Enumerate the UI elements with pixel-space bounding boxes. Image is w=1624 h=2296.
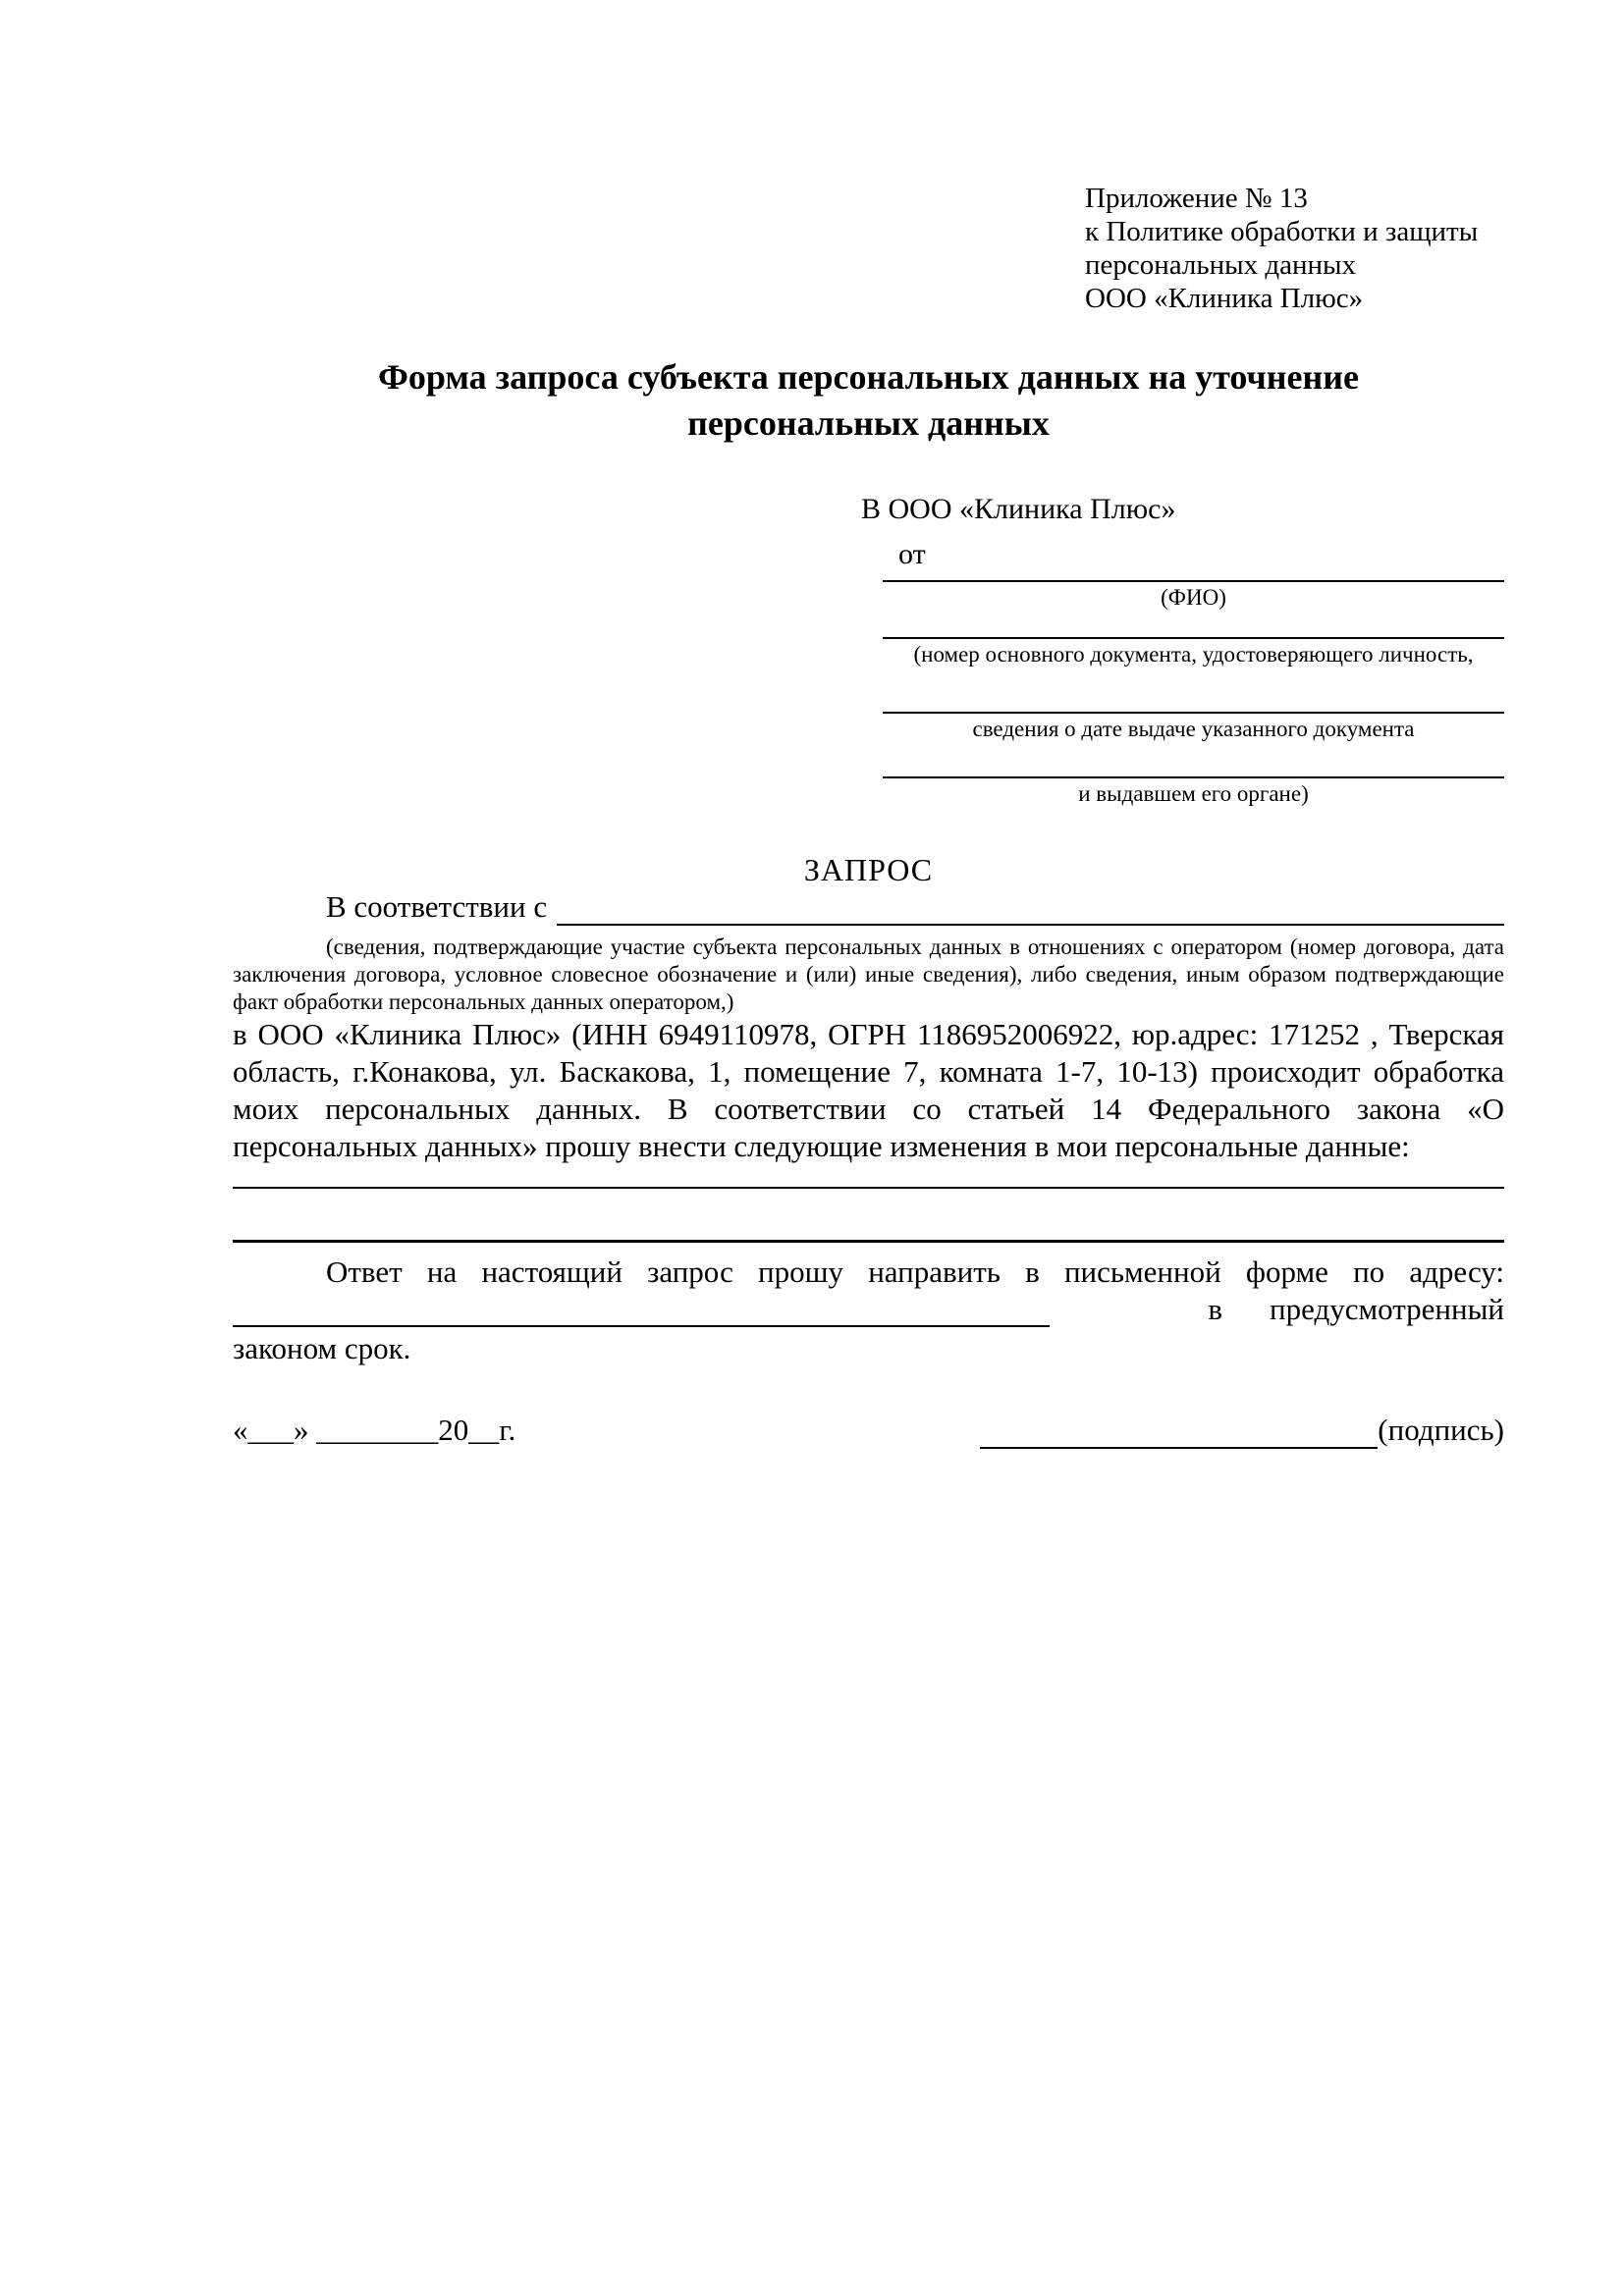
reply-sentence: Ответ на настоящий запрос прошу направить в письменной форме по адресу: [326, 1255, 1504, 1289]
document-number-field [861, 637, 1504, 667]
changes-blank-line-1 [233, 1187, 1504, 1189]
reply-tail-word-1: в [1208, 1292, 1223, 1326]
accordance-footnote: (сведения, подтверждающие участие субъекта персональных данных в отношениях с оператором (номер договора, дата заключения договора, условное словесное обозначение и (или) иные сведения), либо сведения, иным образом подтверждающие факт обработки персональных данных оператором,) [233, 934, 1504, 1014]
request-heading: ЗАПРОС [803, 852, 934, 887]
reply-tail-word-2: предусмотренный [1270, 1292, 1504, 1326]
addressee-to: В ООО «Клиника Плюс» [861, 493, 1176, 525]
issuing-authority-field [861, 776, 1504, 807]
fio-caption: (ФИО) [1161, 585, 1226, 610]
appendix-note-line: ООО «Клиника Плюс» [1085, 283, 1364, 314]
signature-caption: (подпись) [1378, 1413, 1504, 1447]
changes-blank-line-2 [233, 1240, 1504, 1243]
document-content [233, 0, 1504, 1449]
request-body-paragraph: в ООО «Клиника Плюс» (ИНН 6949110978, ОГРН 1186952006922, юр.адрес: 171252 , Тверская область, г.Конакова, ул. Баскакова, 1, помещение 7, комната 1-7, 10-13) происходит обработка моих персональных данных. В соответствии со статьей 14 Федерального закона «О персональных данных» прошу внести следующие изменения в мои персональные данные: [233, 1017, 1504, 1163]
date-line: «___» ________20__г. [233, 1413, 516, 1447]
issuing-authority-caption: и выдавшем его органе) [1078, 781, 1309, 806]
document-title-line-1: Форма запроса субъекта персональных данных на уточнение [378, 357, 1359, 397]
appendix-note-line: к Политике обработки и защиты [1085, 216, 1479, 247]
reply-address-row [233, 1292, 1504, 1327]
issue-date-caption: сведения о дате выдаче указанного документа [972, 717, 1415, 741]
fio-field [861, 580, 1504, 611]
addressee-block [861, 492, 1504, 807]
signature-blank-line [980, 1419, 1378, 1449]
signature-group [980, 1412, 1504, 1449]
addressee-from-label: от [898, 538, 926, 570]
document-title-line-2: персональных данных [687, 403, 1050, 443]
reply-closing: законом срок. [233, 1331, 411, 1365]
document-title [233, 354, 1504, 447]
accordance-blank-line [557, 896, 1504, 926]
appendix-note [1085, 182, 1504, 315]
appendix-note-line: Приложение № 13 [1085, 183, 1308, 214]
appendix-note-line: персональных данных [1085, 249, 1357, 281]
accordance-row [233, 888, 1504, 926]
accordance-label: В соответствии с [326, 889, 548, 924]
date-signature-row [233, 1412, 1504, 1449]
reply-address-blank-line [233, 1298, 1050, 1327]
issue-date-field [861, 712, 1504, 742]
document-number-caption: (номер основного документа, удостоверяющего личность, [913, 642, 1474, 667]
